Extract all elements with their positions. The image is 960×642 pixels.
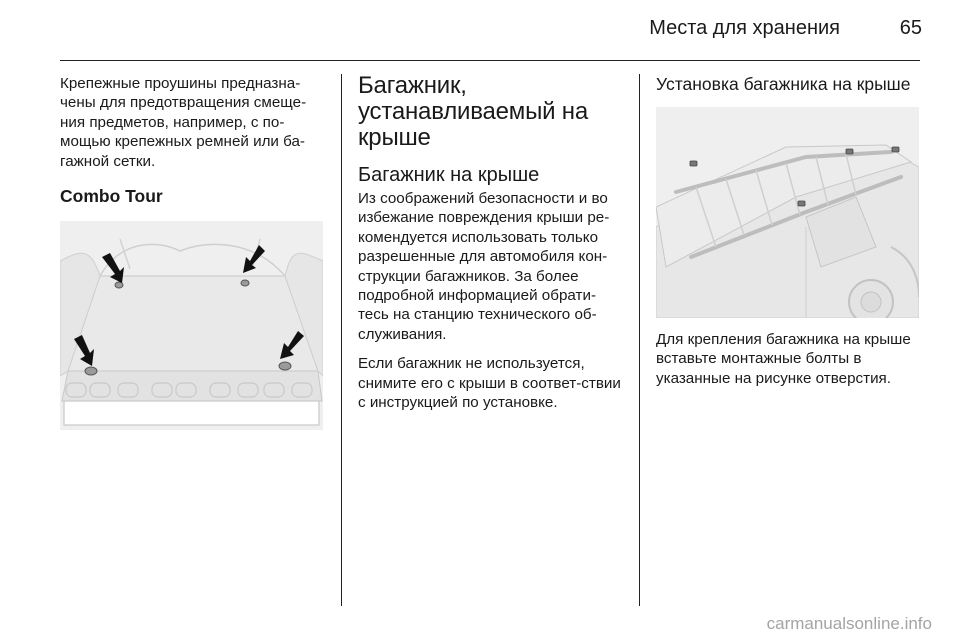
- middle-column: [358, 74, 626, 422]
- roof-rack-mounting-illustration-icon: [656, 107, 919, 318]
- page-number: 65: [899, 17, 922, 39]
- column-divider-right: [639, 74, 640, 606]
- cargo-floor-figure: [60, 221, 323, 430]
- paragraph-removal: Если багажник не используется, снимите его с крыши в соответ-ствии с инструкцией по установке.: [358, 355, 621, 412]
- header-divider: [60, 60, 920, 61]
- paragraph-safety: Из соображений безопасности и во избежание повреждения крыши ре-комендуется использовать только разрешенные для автомобиля кон-струкции багажников. За более подробной информацией обрати-тесь на станцию технического об-служивания.: [358, 190, 610, 343]
- page-header-title: Места для хранения: [649, 17, 840, 39]
- section-subheading: Combo Tour: [60, 186, 163, 207]
- right-column: [656, 74, 922, 398]
- left-column: [60, 74, 326, 430]
- watermark: carmanualsonline.info: [766, 614, 932, 633]
- roof-rack-caption: Для крепления багажника на крыше вставьте монтажные болты в указанные на рисунке отверстия.: [656, 331, 911, 387]
- roof-rack-figure: [656, 107, 919, 318]
- column-divider-left: [341, 74, 342, 606]
- roof-rack-install-heading: Установка багажника на крыше: [656, 74, 911, 94]
- intro-paragraph: Крепежные проушины предназна-чены для предотвращения смеще-ния предметов, например, с по-мощью крепежных ремней или ба-гажной сетки.: [60, 75, 307, 170]
- main-heading: Багажник, устанавливаемый на крыше: [358, 72, 589, 151]
- sub-heading: Багажник на крыше: [358, 164, 540, 186]
- cargo-floor-tie-down-illustration-icon: [60, 221, 323, 430]
